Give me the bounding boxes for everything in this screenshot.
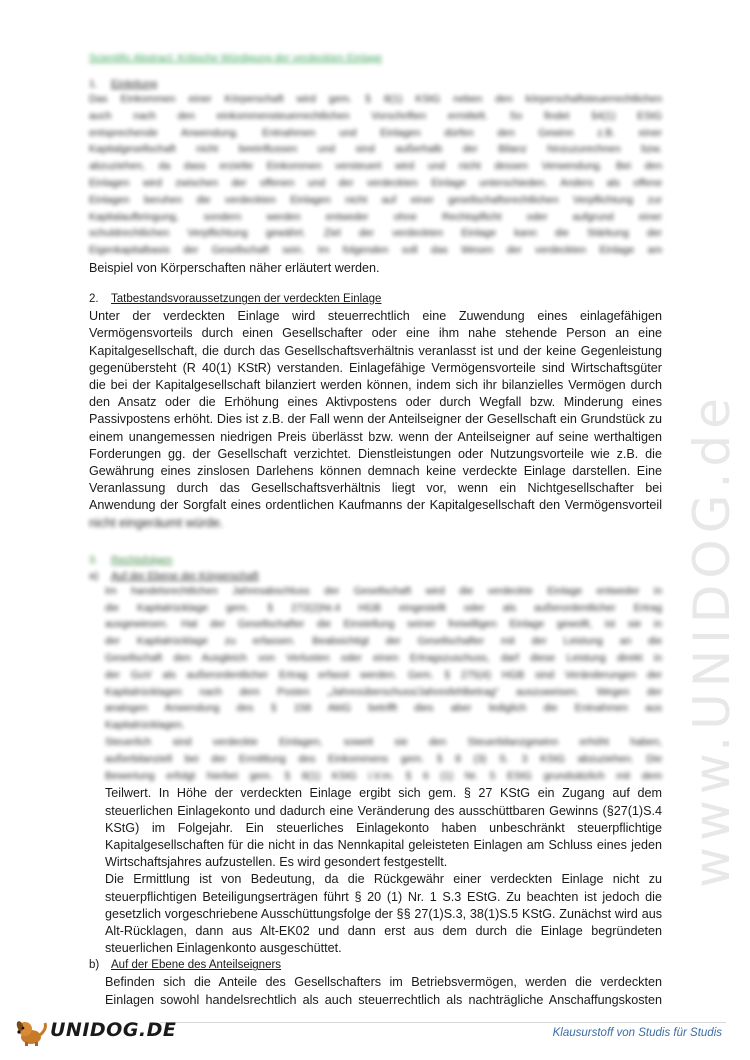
text-line: schuldrechtlichen Verpflichtung gewährt. Ziel der verdeckten Einlage kann die Stärkung der	[89, 228, 662, 240]
section-1-blurred-text	[89, 92, 662, 260]
document-body	[89, 52, 662, 1009]
text-line: Unter der verdeckten Einlage wird steuerrechtlich eine Zuwendung eines einlagefähigen	[89, 309, 662, 324]
text-line: entsprechende Anwendung. Entnahmen und Einlagen dürfen den Gewinn z.B. einer	[89, 127, 662, 139]
text-line: Einlagen wird zwischen der offenen und der verdeckten Einlage unterschieden. Anders als offene	[89, 177, 662, 189]
text-line: Teilwert. In Höhe der verdeckten Einlage ergibt sich gem. § 27 KStG ein Zugang auf dem	[105, 786, 662, 801]
text-line: steuerpflichtigen Beteiligungserträgen führt § 20 (1) Nr. 1 S.3 EStG. Zu beachten ist jedoch die	[105, 889, 662, 904]
text-line: Beispiel von Körperschaften näher erläutert werden.	[89, 260, 380, 275]
text-line: Befinden sich die Anteile des Gesellschafters im Betriebsvermögen, werden die verdeckten	[105, 975, 662, 990]
text-line: gegenübersteht (R 40(1) KStR) verstanden. Einlagefähige Vermögensvorteile sind Wirtschaftsgüter	[89, 360, 662, 375]
section-3-title: Rechtsfolgen	[111, 553, 173, 566]
subsection-b-title: Auf der Ebene des Anteilseigners	[111, 959, 282, 972]
text-line: einem unangemessen niedrigen Preis überlässt bzw. wenn der Anteilseigner auf seine werthaltigen	[89, 429, 662, 444]
text-line: die Kapitalrücklage gem. § 272(2)Nr.4 HGB eingestellt oder als außerordentlicher Ertrag	[105, 602, 662, 614]
text-line: Anwendung der Sorgfalt eines ordentlichen Kaufmanns der Kapitalgesellschaft den Vermögensvorteil	[89, 498, 662, 513]
text-line: Wirtschaftsjahres aufzustellen. Es wird gesondert festgestellt.	[105, 855, 448, 870]
text-line: Steuerlich sind verdeckte Einlagen, soweit sie den Steuerbilanzgewinn erhöht haben,	[105, 736, 662, 748]
text-line: abzuziehen, da dass erzielte Einkommen versteuert wird und nicht dessen Verwendung. Bei den	[89, 161, 662, 173]
text-line: ausgewiesen. Hat der Gesellschafter die Einstellung seiner freiwilligen Einlage gewollt, ist sie in	[105, 619, 662, 631]
text-line: Kapitalgesellschaft nicht beeinflussen und sind außerhalb der Bilanz hinzuzurechnen bzw.	[89, 144, 662, 156]
dog-icon	[14, 1017, 50, 1047]
section-2-heading	[89, 291, 662, 308]
text-line: die bei der Kapitalgesellschaft bilanziert werden können, indem sich ihr bilanzielles Vermögen durch	[89, 377, 662, 392]
text-line: Einlagen sowohl handelsrechtlich als auch steuerrechtlich als nachträgliche Anschaffungskosten	[105, 992, 662, 1007]
text-line: steuerlichen Einlagekonto und dadurch eine Veränderung des ausschüttbaren Gewinns (§27(1)S.4	[105, 803, 662, 818]
section-2-title: Tatbestandsvoraussetzungen der verdeckten Einlage	[111, 293, 382, 306]
watermark: www.UNIDOG.de	[683, 392, 741, 888]
subsection-a-blurred-text	[89, 584, 662, 786]
text-line: auch nach den einkommensteuerrechtlichen Vorschriften ermittelt. So findet §4(1) EStG	[89, 110, 662, 122]
text-line: Alt-Rücklagen, dann aus Alt-EK02 und dann erst aus dem durch die Einlage begründeten	[105, 924, 662, 938]
subsection-a-title: Auf der Ebene der Körperschaft	[111, 569, 259, 582]
text-line: Eigenkapitalbasis der Gesellschaft sein. Im folgenden soll das Wesen der verdeckten Einlage am	[89, 245, 662, 257]
section-1-heading	[89, 76, 662, 92]
unidog-logo[interactable]	[14, 1017, 177, 1047]
text-line: Gesellschaft den Ausgleich von Verlusten oder einen Ertragszuschuss, darf diese Leistung direkt in	[105, 653, 662, 664]
text-line: Im handelsrechtlichen Jahresabschluss der Gesellschaft wird die verdeckte Einlage entweder in	[105, 585, 662, 597]
section-3-number: 3.	[89, 553, 98, 566]
text-line: den Ansatz oder die Erhöhung eines Aktivpostens oder durch Wegfall bzw. Minderung eines	[89, 395, 662, 410]
text-line: der Kapitalrücklage zu erfassen. Beabsichtigt der Gesellschafter mit der Leistung an die	[105, 636, 662, 648]
text-line: Vermögensvorteils durch einen Gesellschafter oder eine ihm nahe stehende Person an eine	[89, 326, 662, 341]
text-line: Kapitalrücklagen.	[105, 720, 185, 732]
text-line: Die Ermittlung ist von Bedeutung, da die Rückgewähr einer verdeckten Einlage nicht zu	[105, 872, 662, 887]
text-line: analogen Anwendung des § 158 AktG betrifft dies aber lediglich die Entnahmen aus	[105, 703, 662, 715]
text-line: Kapitalgesellschaften für die nicht in das Nennkapital geleisteten Einlagen am Schluss eines jeden	[105, 837, 662, 852]
text-line: Forderungen gg. der Gesellschaft verzichtet. Dienstleistungen oder Nutzungsvorteile wie z.B. die	[89, 446, 662, 461]
section-2-number: 2.	[89, 293, 99, 306]
text-line: Kapitalaufbringung, sondern werden entweder ohne Rechtspflicht oder aufgrund einer	[89, 211, 662, 223]
subsection-b-heading	[89, 957, 662, 974]
section-1-number: 1.	[89, 78, 98, 90]
text-line: außerbilanziell bei der Ermittlung des Einkommens gem. § 8 (3) S. 3 KStG abzuziehen. Die	[105, 753, 662, 765]
subsection-a-heading	[89, 568, 662, 584]
text-line: Kapitalgesellschaft, die durch das Gesellschaftsverhältnis veranlasst ist und der keine Gegenleistung	[89, 343, 662, 358]
text-line: Gewährung eines zinslosen Darlehens können demnach keine verdeckte Einlage darstellen. Eine	[89, 464, 662, 478]
subsection-b-text	[89, 974, 662, 1008]
text-line: Kapitalrücklagen nach dem Posten „Jahresüberschuss/Jahresfehlbetrag“ auszuweisen. Wegen der	[105, 686, 662, 698]
subsection-a-marker: a)	[89, 569, 99, 582]
section-2-text	[89, 308, 662, 514]
document-title: Scientific Abstract: Kritische Würdigung der verdeckten Einlage	[89, 52, 382, 64]
section-3-heading	[89, 552, 662, 568]
text-line: KStG) im Folgejahr. Ein steuerliches Einlagekonto haben unbeschränkt steuerpflichtige	[105, 820, 662, 835]
section-2-blurred-text	[89, 515, 662, 532]
text-line: Passivpostens erhöht. Dies ist z.B. der Fall wenn der Anteilseigner der Gesellschaft ein Grundstück zu	[89, 412, 662, 427]
text-line: Einlagen beruhen die verdeckten Einlagen nicht auf einer gesellschaftsrechtlichen Verpflichtung zur	[89, 194, 662, 206]
subsection-a-text	[89, 785, 662, 957]
footer-slogan: Klausurstoff von Studis für Studis	[552, 1027, 722, 1039]
text-line: gesetzlich vorgeschriebene Ausschüttungsfolge der §§ 27(1)S.3, 38(1)S.5 KStG. Zunächst wird aus	[105, 906, 662, 921]
subsection-b-marker: b)	[89, 959, 100, 972]
section-1-text	[89, 260, 662, 277]
section-1-title: Einleitung	[111, 78, 158, 90]
text-line: der GuV als außerordentlicher Ertrag erfasst werden. Gem. § 275(4) HGB sind Veränderungen der	[105, 669, 662, 681]
text-line: Das Einkommen einer Körperschaft wird gem. § 8(1) KStG neben den körperschaftsteuerrechtlichen	[89, 94, 662, 105]
text-line: steuerlichen Einlagenkonto ausgeschüttet.	[105, 941, 342, 956]
footer-divider	[160, 1022, 726, 1023]
logo-text: UNIDOG.DE	[50, 1019, 177, 1041]
text-line: Veranlassung durch das Gesellschaftsverhältnis liegt vor, wenn ein Nichtgesellschafter bei	[89, 481, 662, 496]
text-line: Bewertung erfolgt hierbei gem. § 8(1) KStG i.V.m. § 6 (1) Nr. 5 EStG grundsätzlich mit dem	[105, 770, 662, 782]
text-line: nicht eingeräumt würde.	[89, 515, 224, 530]
